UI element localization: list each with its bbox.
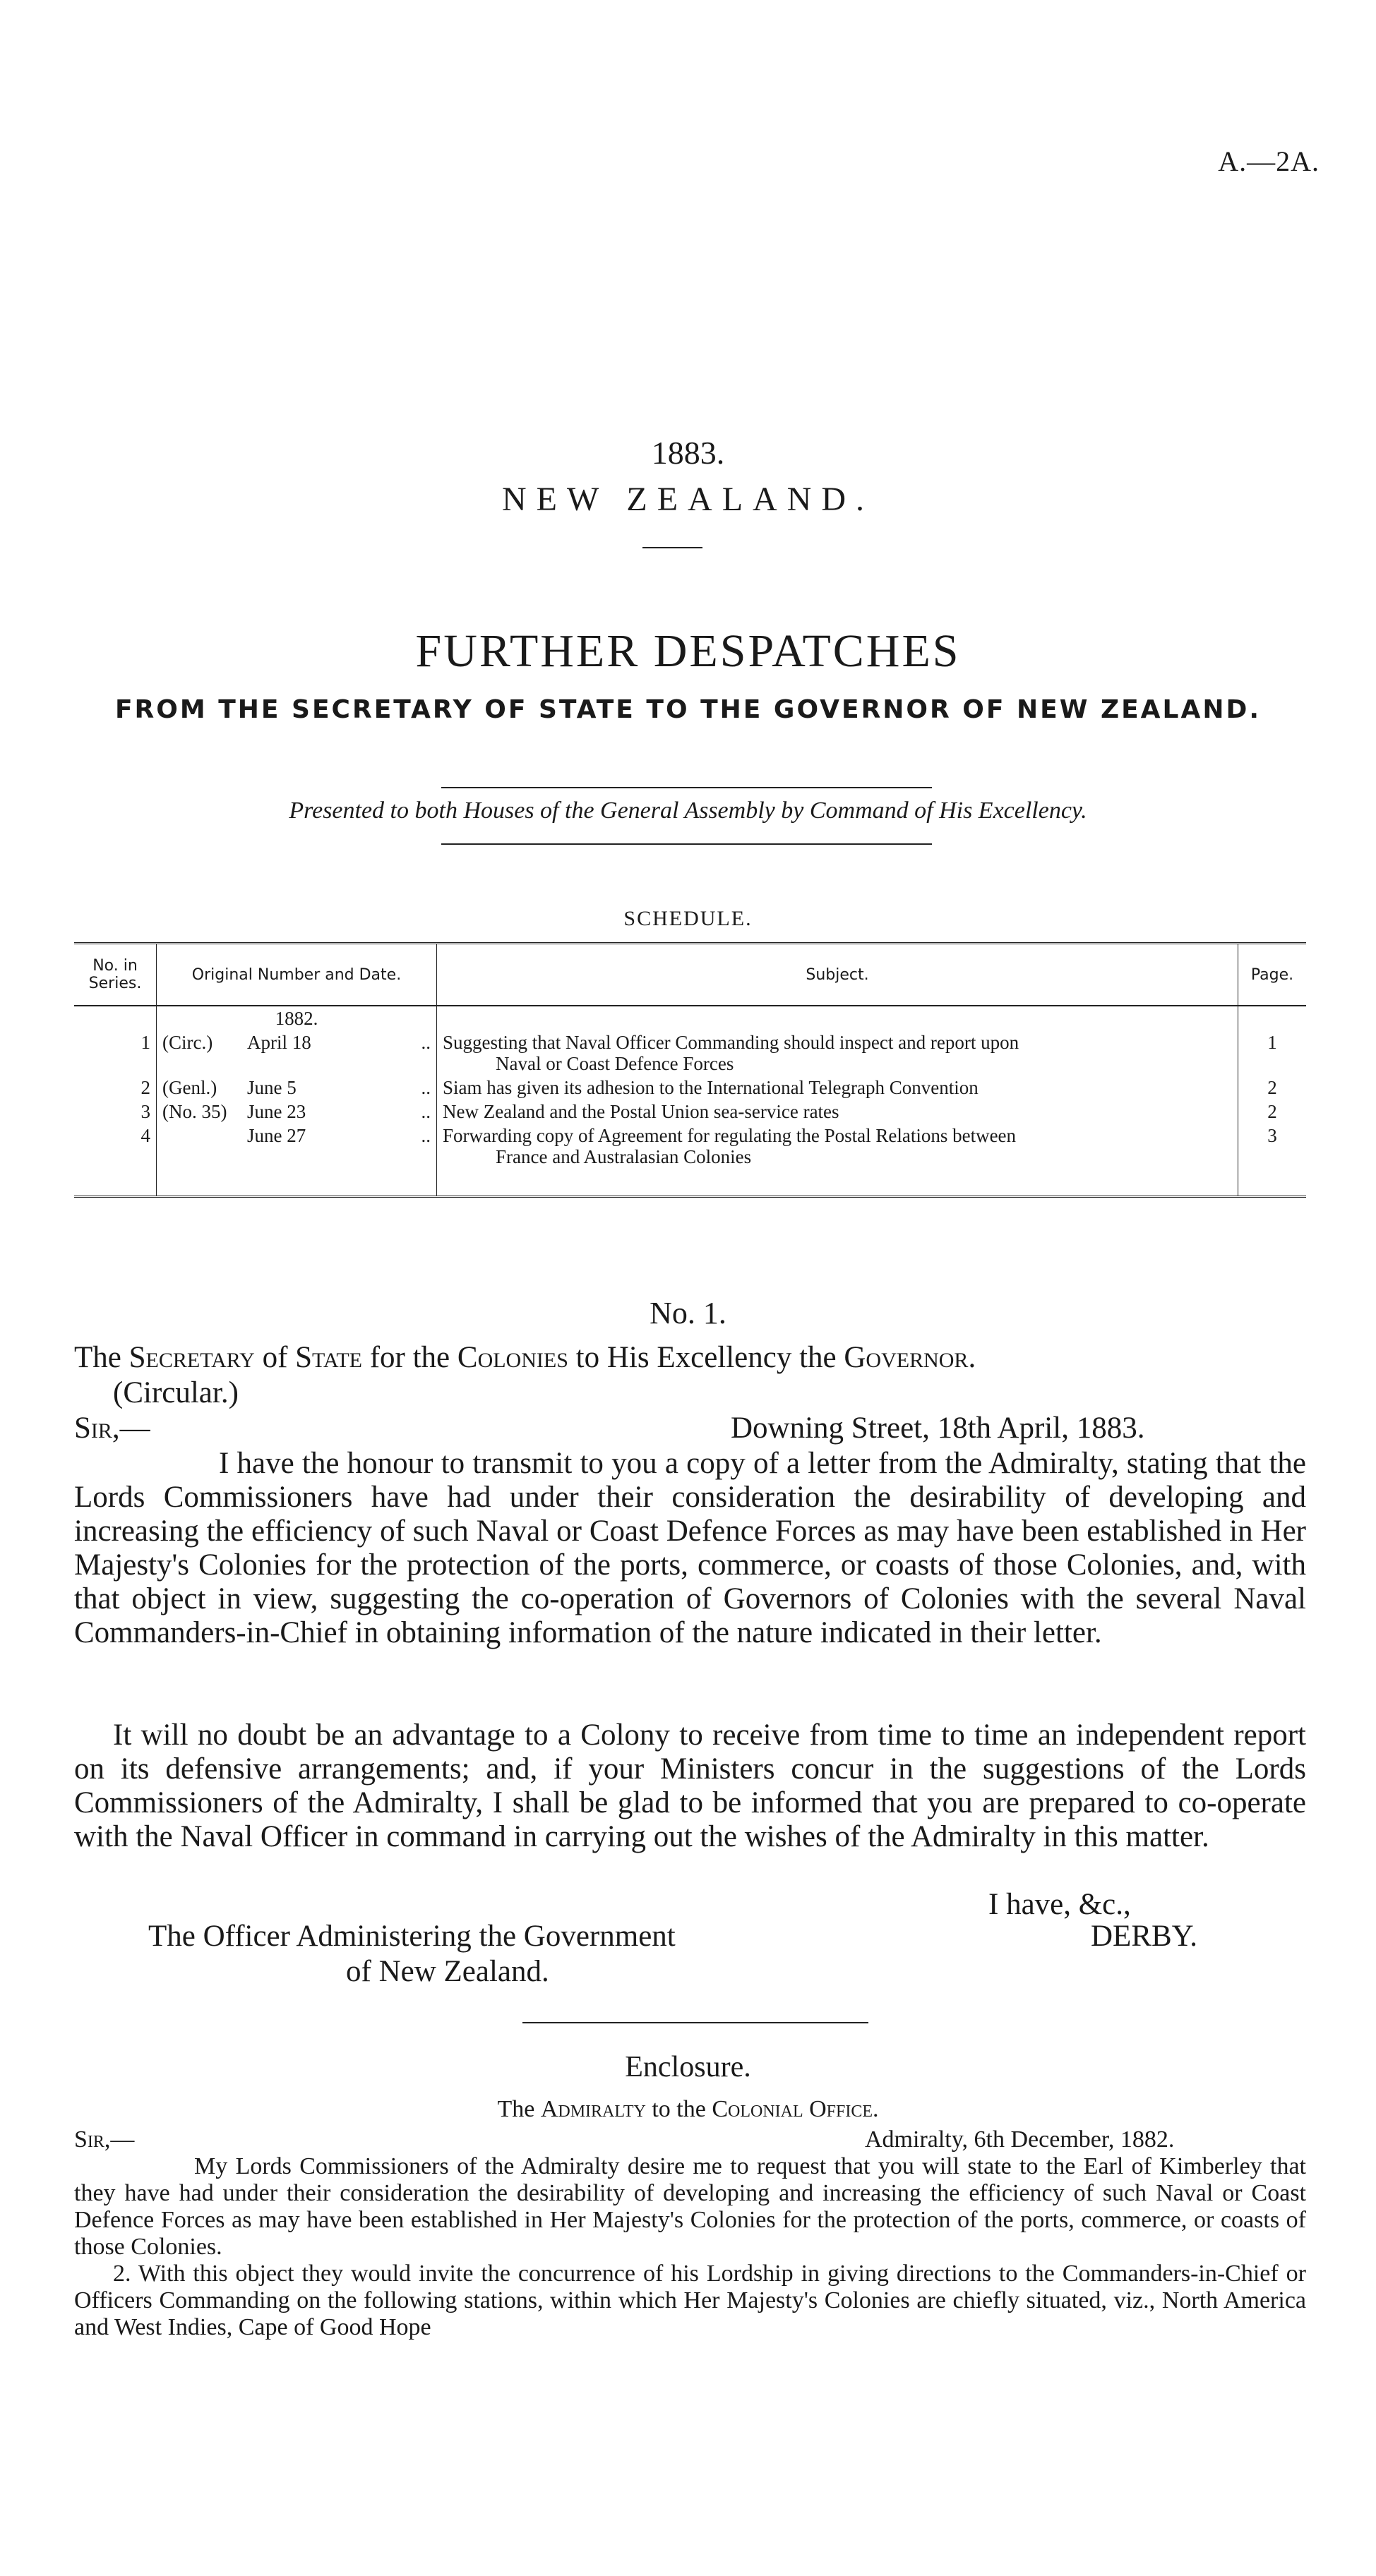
row-ref: (Circ.) [162,1032,213,1053]
divider-rule [441,843,932,845]
column-header-page: Page. [1238,944,1307,1006]
row-subject: Siam has given its adhesion to the International Telegraph Convention [443,1077,979,1098]
enclosure-from-to: The Admiralty to the Colonial Office. [497,2096,879,2122]
country-heading: NEW ZEALAND. [501,481,875,518]
row-page: 1 [1238,1030,1307,1076]
divider-rule [522,2022,868,2023]
divider-rule [441,787,932,788]
row-subject: Forwarding copy of Agreement for regulating the Postal Relations between [443,1125,1017,1146]
table-row: 4 June 27 .. Forwarding copy of Agreement for regulating the Postal Relations between France and Australasian Colonies 3 [74,1124,1306,1197]
table-row: 2 (Genl.) June 5 .. Siam has given its adhesion to the International Telegraph Convention 2 [74,1076,1306,1100]
addressee-line-1: The Officer Administering the Government [148,1920,676,1953]
enclosure-salutation: Sir,— [74,2126,135,2153]
row-number: 2 [140,1077,150,1098]
column-header-subject: Subject. [437,944,1238,1006]
schedule-table [74,942,1306,1198]
salutation: Sir,— [74,1412,150,1445]
page-reference: A.—2A. [1218,145,1320,177]
row-date: April 18 [247,1032,311,1053]
row-subject-cont: Naval or Coast Defence Forces [496,1053,734,1074]
document-title: FURTHER DESPATCHES [415,625,961,677]
circular-label: (Circular.) [113,1376,239,1409]
column-header-number: No. in Series. [74,944,157,1006]
signature: DERBY. [1091,1920,1197,1953]
table-row: 3 (No. 35) June 23 .. New Zealand and the Postal Union sea-service rates 2 [74,1100,1306,1124]
row-subject: Suggesting that Naval Officer Commanding should inspect and report upon [443,1032,1019,1053]
row-number: 3 [140,1101,150,1122]
row-number: 4 [74,1124,157,1197]
row-ref [162,1125,247,1146]
despatch-paragraph-2: It will no doubt be an advantage to a Colony to receive from time to time an independent report on its defensive arrangements; and, if your Ministers concur in the suggestions of the Lords Commissioners of the Admiralty, I shall be glad to be informed that you are prepared to co-operate with the Naval Officer in command in carrying out the wishes of the Admiralty in this matter. [74,1719,1306,1853]
row-subject: New Zealand and the Postal Union sea-service rates [443,1101,839,1122]
row-page: 2 [1238,1076,1307,1100]
enclosure-paragraph-1: My Lords Commissioners of the Admiralty desire me to request that you will state to the Earl of Kimberley that they have had under their consideration the desirability of developing and increasing the efficiency of such Naval or Coast Defence Forces as may have been established in Her Majesty's Colonies for the protection of the ports, commerce, or coasts of those Colonies. [74,2153,1306,2260]
despatch-number: No. 1. [650,1296,726,1330]
row-ref: (Genl.) [162,1077,217,1098]
row-number: 1 [140,1032,150,1053]
enclosure-heading: Enclosure. [625,2051,751,2083]
column-header-original: Original Number and Date. [157,944,437,1006]
row-ref: (No. 35) [162,1101,227,1122]
schedule-year: 1882. [157,1006,437,1030]
addressee-line-2: of New Zealand. [346,1955,549,1988]
table-row [74,1006,1306,1030]
enclosure-paragraph-2: 2. With this object they would invite the concurrence of his Lordship in giving directions to the Commanders-in-Chief or Officers Commanding on the following stations, within which Her Majesty's Colonies are chiefly situated, viz., North America and West Indies, Cape of Good Hope [74,2261,1306,2340]
despatch-from-to: The Secretary of State for the Colonies to His Excellency the Governor. [74,1341,976,1374]
schedule-heading: SCHEDULE. [623,907,753,930]
enclosure-place-date: Admiralty, 6th December, 1882. [865,2126,1175,2153]
row-page: 3 [1238,1124,1307,1197]
place-date: Downing Street, 18th April, 1883. [731,1412,1145,1445]
row-page: 2 [1238,1100,1307,1124]
row-date: June 23 [247,1101,306,1122]
row-date: June 27 [247,1125,306,1146]
presented-line: Presented to both Houses of the General Assembly by Command of His Excellency. [289,798,1087,824]
table-row: 1 (Circ.) April 18 .. Suggesting that Naval Officer Commanding should inspect and report upon Naval or Coast Defence Forces 1 [74,1030,1306,1076]
divider-rule [642,547,702,548]
publication-year: 1883. [651,435,725,471]
document-subtitle: FROM THE SECRETARY OF STATE TO THE GOVERNOR OF NEW ZEALAND. [114,695,1262,724]
row-subject-cont: France and Australasian Colonies [496,1146,752,1167]
row-date: June 5 [247,1077,297,1098]
despatch-paragraph-1: I have the honour to transmit to you a copy of a letter from the Admiralty, stating that the Lords Commissioners have had under their consideration the desirability of developing and increasing the efficiency of such Naval or Coast Defence Forces as may have been established in Her Majesty's Colonies for the protection of the ports, commerce, or coasts of those Colonies, and, with that object in view, suggesting the co-operation of Governors of Colonies with the several Naval Commanders-in-Chief in obtaining information of the nature indicated in their letter. [74,1447,1306,1649]
closing: I have, &c., [988,1888,1131,1921]
